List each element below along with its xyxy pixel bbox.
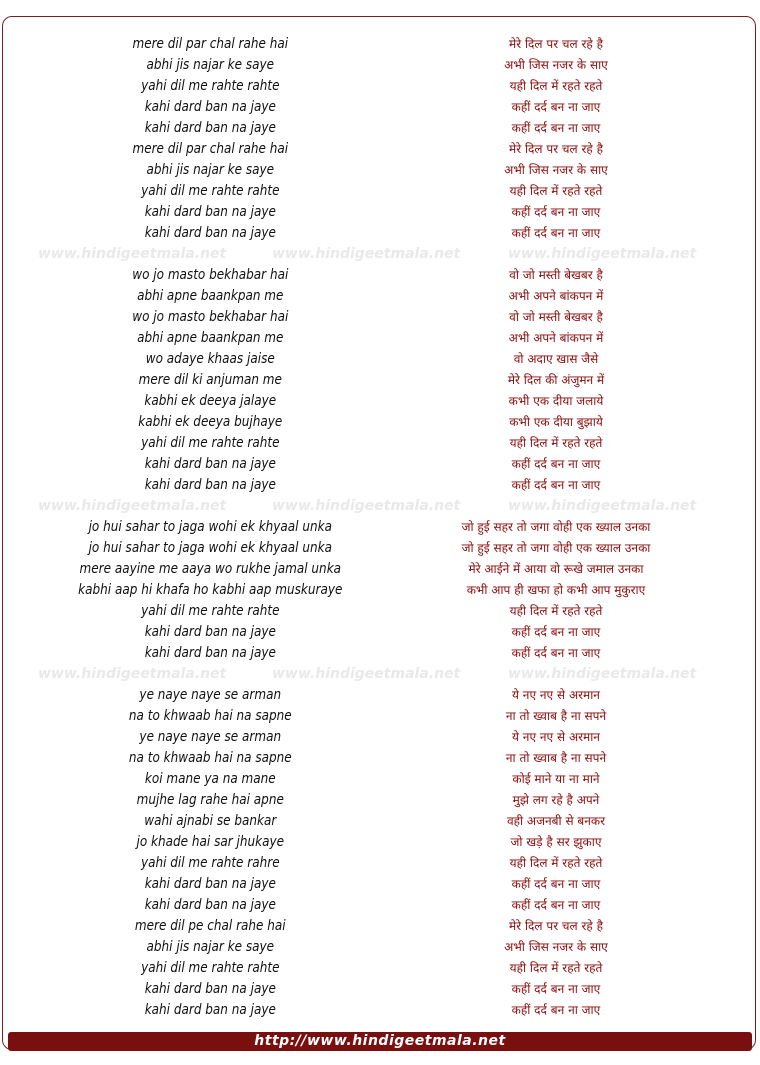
lyric-line (0, 895, 760, 916)
lyric-english: yahi dil me rahte rahre (140, 855, 280, 871)
lyric-hindi: ना तो ख्वाब है ना सपने (505, 751, 607, 765)
lyric-line (0, 580, 760, 601)
lyric-english: wo jo masto bekhabar hai (132, 267, 289, 283)
watermark-text: www.hindigeetmala.net (272, 666, 461, 682)
lyric-line (0, 559, 760, 580)
lyric-hindi: यही दिल में रहते रहते (509, 604, 603, 618)
lyric-line (0, 202, 760, 223)
lyric-hindi: कोई माने या ना माने (512, 772, 600, 786)
lyric-english: ye naye naye se arman (139, 687, 282, 703)
lyric-hindi: यही दिल में रहते रहते (509, 436, 603, 450)
lyric-hindi: मेरे दिल पर चल रहे है (509, 142, 603, 156)
lyric-hindi: मुझे लग रहे है अपने (512, 793, 600, 807)
lyric-hindi: मेरे आईने में आया वो रूखे जमाल उनका (468, 562, 644, 576)
lyric-hindi: कभी एक दीया जलाये (508, 394, 604, 408)
lyric-line (0, 622, 760, 643)
lyric-hindi: कहीं दर्द बन ना जाए (511, 982, 601, 996)
lyric-line (0, 916, 760, 937)
lyric-english: kahi dard ban na jaye (144, 120, 276, 136)
watermark-text: www.hindigeetmala.net (508, 246, 697, 262)
lyric-hindi: वो अदाए खास जैसे (513, 352, 599, 366)
lyric-line (0, 832, 760, 853)
lyric-english: kahi dard ban na jaye (144, 225, 276, 241)
lyric-hindi: कहीं दर्द बन ना जाए (511, 646, 601, 660)
lyric-hindi: यही दिल में रहते रहते (509, 79, 603, 93)
lyric-hindi: ये नए नए से अरमान (512, 730, 600, 744)
lyric-hindi: अभी जिस नजर के साए (504, 58, 608, 72)
lyric-line (0, 769, 760, 790)
lyric-hindi: यही दिल में रहते रहते (509, 856, 603, 870)
lyric-line (0, 349, 760, 370)
lyric-line (0, 160, 760, 181)
lyric-hindi: अभी जिस नजर के साए (504, 163, 608, 177)
lyric-hindi: मेरे दिल पर चल रहे है (509, 919, 603, 933)
lyric-line (0, 223, 760, 244)
lyric-line (0, 76, 760, 97)
lyric-english: jo hui sahar to jaga wohi ek khyaal unka (88, 540, 332, 556)
lyric-hindi: कहीं दर्द बन ना जाए (511, 100, 601, 114)
watermark-row (0, 664, 760, 685)
lyric-line (0, 1000, 760, 1021)
lyric-english: yahi dil me rahte rahte (141, 960, 280, 976)
lyric-hindi: कहीं दर्द बन ना जाए (511, 478, 601, 492)
lyric-english: mere dil par chal rahe hai (132, 36, 289, 52)
lyric-line (0, 286, 760, 307)
lyric-english: kabhi ek deeya bujhaye (138, 414, 283, 430)
lyric-english: mujhe lag rahe hai apne (136, 792, 284, 808)
lyric-english: yahi dil me rahte rahte (141, 78, 280, 94)
lyric-hindi: कहीं दर्द बन ना जाए (511, 877, 601, 891)
lyric-english: mere dil par chal rahe hai (132, 141, 289, 157)
lyric-line (0, 181, 760, 202)
watermark-text: www.hindigeetmala.net (272, 498, 461, 514)
lyric-line (0, 748, 760, 769)
lyric-line (0, 811, 760, 832)
lyric-hindi: अभी अपने बांकपन में (508, 289, 604, 303)
watermark-text: www.hindigeetmala.net (38, 246, 227, 262)
lyric-english: na to khwaab hai na sapne (128, 708, 292, 724)
lyric-line (0, 307, 760, 328)
lyric-line (0, 853, 760, 874)
lyric-english: kahi dard ban na jaye (144, 1002, 276, 1018)
lyric-english: ye naye naye se arman (139, 729, 282, 745)
lyric-hindi: वही अजनबी से बनकर (506, 814, 606, 828)
lyric-line (0, 979, 760, 1000)
lyric-english: abhi apne baankpan me (137, 330, 284, 346)
lyric-line (0, 118, 760, 139)
lyric-line (0, 601, 760, 622)
lyric-hindi: यही दिल में रहते रहते (509, 961, 603, 975)
lyric-line (0, 874, 760, 895)
lyric-line (0, 538, 760, 559)
lyric-hindi: अभी जिस नजर के साए (504, 940, 608, 954)
lyric-line (0, 643, 760, 664)
lyric-hindi: अभी अपने बांकपन में (508, 331, 604, 345)
lyric-hindi: जो हुई सहर तो जगा वोही एक ख्याल उनका (461, 541, 651, 555)
lyric-english: kahi dard ban na jaye (144, 645, 276, 661)
lyric-english: kahi dard ban na jaye (144, 897, 276, 913)
lyric-english: mere dil ki anjuman me (138, 372, 282, 388)
lyric-hindi: मेरे दिल की अंजुमन में (507, 373, 605, 387)
lyric-line (0, 790, 760, 811)
lyric-line (0, 433, 760, 454)
lyric-english: kahi dard ban na jaye (144, 624, 276, 640)
lyric-hindi: यही दिल में रहते रहते (509, 184, 603, 198)
lyric-line (0, 328, 760, 349)
lyric-english: koi mane ya na mane (144, 771, 276, 787)
lyric-line (0, 412, 760, 433)
lyric-english: abhi jis najar ke saye (146, 162, 275, 178)
footer-url[interactable]: http://www.hindigeetmala.net (8, 1032, 752, 1051)
lyric-english: jo hui sahar to jaga wohi ek khyaal unka (88, 519, 332, 535)
watermark-text: www.hindigeetmala.net (38, 666, 227, 682)
lyric-hindi: कहीं दर्द बन ना जाए (511, 898, 601, 912)
lyric-hindi: वो जो मस्ती बेखबर है (509, 310, 603, 324)
lyric-line (0, 706, 760, 727)
lyric-hindi: कहीं दर्द बन ना जाए (511, 625, 601, 639)
lyric-line (0, 139, 760, 160)
watermark (0, 496, 760, 517)
watermark-text: www.hindigeetmala.net (38, 498, 227, 514)
lyric-hindi: कहीं दर्द बन ना जाए (511, 457, 601, 471)
lyric-english: jo khade hai sar jhukaye (136, 834, 285, 850)
lyric-hindi: कहीं दर्द बन ना जाए (511, 226, 601, 240)
lyric-english: mere dil pe chal rahe hai (134, 918, 286, 934)
lyric-english: mere aayine me aaya wo rukhe jamal unka (79, 561, 342, 577)
lyric-line (0, 685, 760, 706)
lyric-english: abhi apne baankpan me (137, 288, 284, 304)
lyric-english: abhi jis najar ke saye (146, 939, 275, 955)
lyric-hindi: जो खड़े है सर झुकाए (510, 835, 602, 849)
lyric-english: kahi dard ban na jaye (144, 876, 276, 892)
lyric-line (0, 958, 760, 979)
lyric-hindi: ना तो ख्वाब है ना सपने (505, 709, 607, 723)
watermark-row (0, 244, 760, 265)
lyric-line (0, 34, 760, 55)
lyric-english: wahi ajnabi se bankar (144, 813, 277, 829)
lyric-hindi: मेरे दिल पर चल रहे है (509, 37, 603, 51)
lyric-hindi: कभी एक दीया बुझाये (509, 415, 603, 429)
lyric-english: kabhi aap hi khafa ho kabhi aap muskuraye (78, 582, 343, 598)
lyric-line (0, 937, 760, 958)
lyrics-list (0, 34, 760, 1021)
watermark-text: www.hindigeetmala.net (272, 246, 461, 262)
lyric-hindi: कहीं दर्द बन ना जाए (511, 205, 601, 219)
lyric-line (0, 55, 760, 76)
lyric-line (0, 370, 760, 391)
lyric-english: na to khwaab hai na sapne (128, 750, 292, 766)
lyric-line (0, 727, 760, 748)
lyric-hindi: ये नए नए से अरमान (512, 688, 600, 702)
lyric-english: wo adaye khaas jaise (145, 351, 275, 367)
lyric-line (0, 517, 760, 538)
lyric-english: kahi dard ban na jaye (144, 99, 276, 115)
lyric-english: yahi dil me rahte rahte (141, 435, 280, 451)
lyric-line (0, 454, 760, 475)
watermark-text: www.hindigeetmala.net (508, 666, 697, 682)
lyric-line (0, 391, 760, 412)
lyric-hindi: कहीं दर्द बन ना जाए (511, 1003, 601, 1017)
lyric-english: wo jo masto bekhabar hai (132, 309, 289, 325)
lyric-english: kahi dard ban na jaye (144, 477, 276, 493)
lyric-hindi: वो जो मस्ती बेखबर है (509, 268, 603, 282)
lyric-line (0, 97, 760, 118)
lyric-english: kahi dard ban na jaye (144, 204, 276, 220)
lyric-hindi: कभी आप ही खफा हो कभी आप मुकुराए (466, 583, 646, 597)
lyric-english: kahi dard ban na jaye (144, 981, 276, 997)
lyric-line (0, 265, 760, 286)
watermark (0, 244, 760, 265)
lyric-english: yahi dil me rahte rahte (141, 183, 280, 199)
lyric-hindi: जो हुई सहर तो जगा वोही एक ख्याल उनका (461, 520, 651, 534)
lyric-hindi: कहीं दर्द बन ना जाए (511, 121, 601, 135)
lyric-english: kahi dard ban na jaye (144, 456, 276, 472)
lyric-line (0, 475, 760, 496)
lyric-english: kabhi ek deeya jalaye (144, 393, 277, 409)
lyric-english: abhi jis najar ke saye (146, 57, 275, 73)
lyric-english: yahi dil me rahte rahte (141, 603, 280, 619)
watermark (0, 664, 760, 685)
watermark-text: www.hindigeetmala.net (508, 498, 697, 514)
watermark-row (0, 496, 760, 517)
